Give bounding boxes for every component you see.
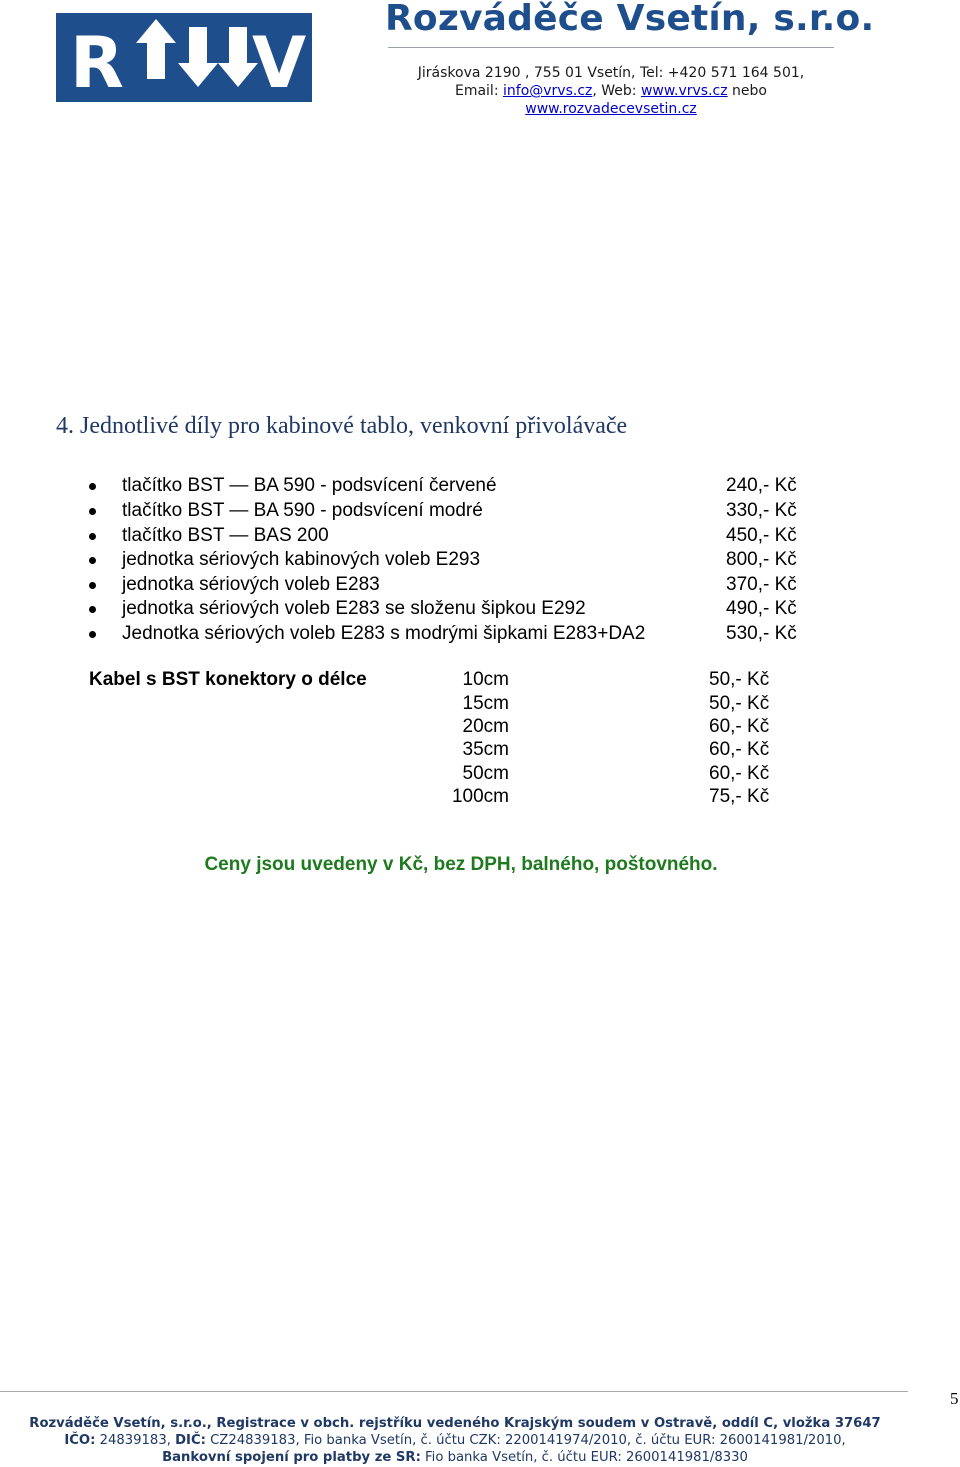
company-name: Rozváděče Vsetín, s.r.o. <box>385 0 875 39</box>
table-row <box>0 692 960 716</box>
item-price: 530,- Kč <box>726 623 797 644</box>
svg-text:R: R <box>70 22 124 102</box>
table-row <box>0 668 960 692</box>
footer-line-2 <box>0 1432 910 1449</box>
item-price: 450,- Kč <box>726 525 797 546</box>
svg-text:V: V <box>252 22 307 102</box>
footer-line-3 <box>0 1449 910 1466</box>
footer-dic: CZ24839183, Fio banka Vsetín, č. účtu CZK: 2200141974/2010, č. účtu EUR: 2600141981/2010, <box>205 1433 846 1448</box>
list-item <box>0 474 960 499</box>
item-price: 240,- Kč <box>726 475 797 496</box>
bullet-icon <box>89 606 96 613</box>
bullet-icon <box>89 533 96 540</box>
list-item <box>0 548 960 573</box>
or-label: nebo <box>727 83 767 99</box>
item-label: tlačítko BST — BA 590 - podsvícení modré <box>122 500 483 521</box>
bullet-icon <box>89 508 96 515</box>
cable-price: 60,- Kč <box>709 763 770 784</box>
cable-price: 50,- Kč <box>709 693 770 714</box>
web2-link[interactable]: www.rozvadecevsetin.cz <box>525 101 697 117</box>
web-label: , Web: <box>592 83 641 99</box>
bullet-icon <box>89 631 96 638</box>
web2-line <box>388 100 834 118</box>
list-item <box>0 622 960 647</box>
table-row <box>0 762 960 786</box>
item-price: 490,- Kč <box>726 598 797 619</box>
cable-length: 10cm <box>462 669 509 690</box>
cable-length: 50cm <box>462 763 509 784</box>
bullet-icon <box>89 557 96 564</box>
cable-price: 75,- Kč <box>709 786 770 807</box>
footer-line-1 <box>0 1415 910 1432</box>
footer-company: Rozváděče Vsetín, s.r.o. <box>29 1416 207 1431</box>
footer-dic-label: DIČ: <box>175 1433 206 1448</box>
header-divider <box>388 47 834 48</box>
item-price: 330,- Kč <box>726 500 797 521</box>
email-label: Email: <box>454 83 503 99</box>
footer-bank: Fio banka Vsetín, č. účtu EUR: 2600141981/8330 <box>420 1450 748 1465</box>
company-logo <box>56 13 312 102</box>
list-item <box>0 524 960 549</box>
table-row <box>0 785 960 809</box>
list-item <box>0 573 960 598</box>
table-row <box>0 715 960 739</box>
item-label: jednotka sériových voleb E283 se složenu šipkou E292 <box>122 598 586 619</box>
footer-divider <box>0 1391 908 1392</box>
cable-length: 20cm <box>462 716 509 737</box>
item-price: 370,- Kč <box>726 574 797 595</box>
section-title: 4. Jednotlivé díly pro kabinové tablo, venkovní přivolávače <box>56 413 628 439</box>
cable-title: Kabel s BST konektory o délce <box>89 669 367 690</box>
bullet-icon <box>89 483 96 490</box>
item-label: jednotka sériových voleb E283 <box>122 574 380 595</box>
footer-bank-label: Bankovní spojení pro platby ze SR: <box>162 1450 421 1465</box>
table-row <box>0 738 960 762</box>
cable-length: 15cm <box>462 693 509 714</box>
web-link[interactable]: www.vrvs.cz <box>640 83 728 99</box>
email-link[interactable]: info@vrvs.cz <box>503 83 593 99</box>
cable-price: 60,- Kč <box>709 716 770 737</box>
list-item <box>0 499 960 524</box>
cable-price: 60,- Kč <box>709 739 770 760</box>
list-item <box>0 597 960 622</box>
footer-ico-label: IČO: <box>64 1433 96 1448</box>
price-note: Ceny jsou uvedeny v Kč, bez DPH, balného, poštovného. <box>204 854 718 875</box>
item-label: tlačítko BST — BA 590 - podsvícení červené <box>122 475 497 496</box>
bullet-icon <box>89 582 96 589</box>
cable-length: 100cm <box>451 786 509 807</box>
address-line: Jiráskova 2190 , 755 01 Vsetín, Tel: +420 571 164 501, <box>417 65 805 81</box>
footer-ico: 24839183, <box>95 1433 176 1448</box>
item-label: Jednotka sériových voleb E283 s modrými šipkami E283+DA2 <box>122 623 646 644</box>
contact-line <box>388 82 834 100</box>
footer-registration: , Registrace v obch. rejstříku vedeného Krajským soudem v Ostravě, oddíl C, vložka 37647 <box>206 1416 881 1431</box>
item-price: 800,- Kč <box>726 549 797 570</box>
item-label: jednotka sériových kabinových voleb E293 <box>122 549 481 570</box>
cable-length: 35cm <box>462 739 509 760</box>
item-label: tlačítko BST — BAS 200 <box>122 525 329 546</box>
cable-price: 50,- Kč <box>709 669 770 690</box>
page-number: 5 <box>950 1389 959 1408</box>
logo-graphic <box>56 13 312 102</box>
